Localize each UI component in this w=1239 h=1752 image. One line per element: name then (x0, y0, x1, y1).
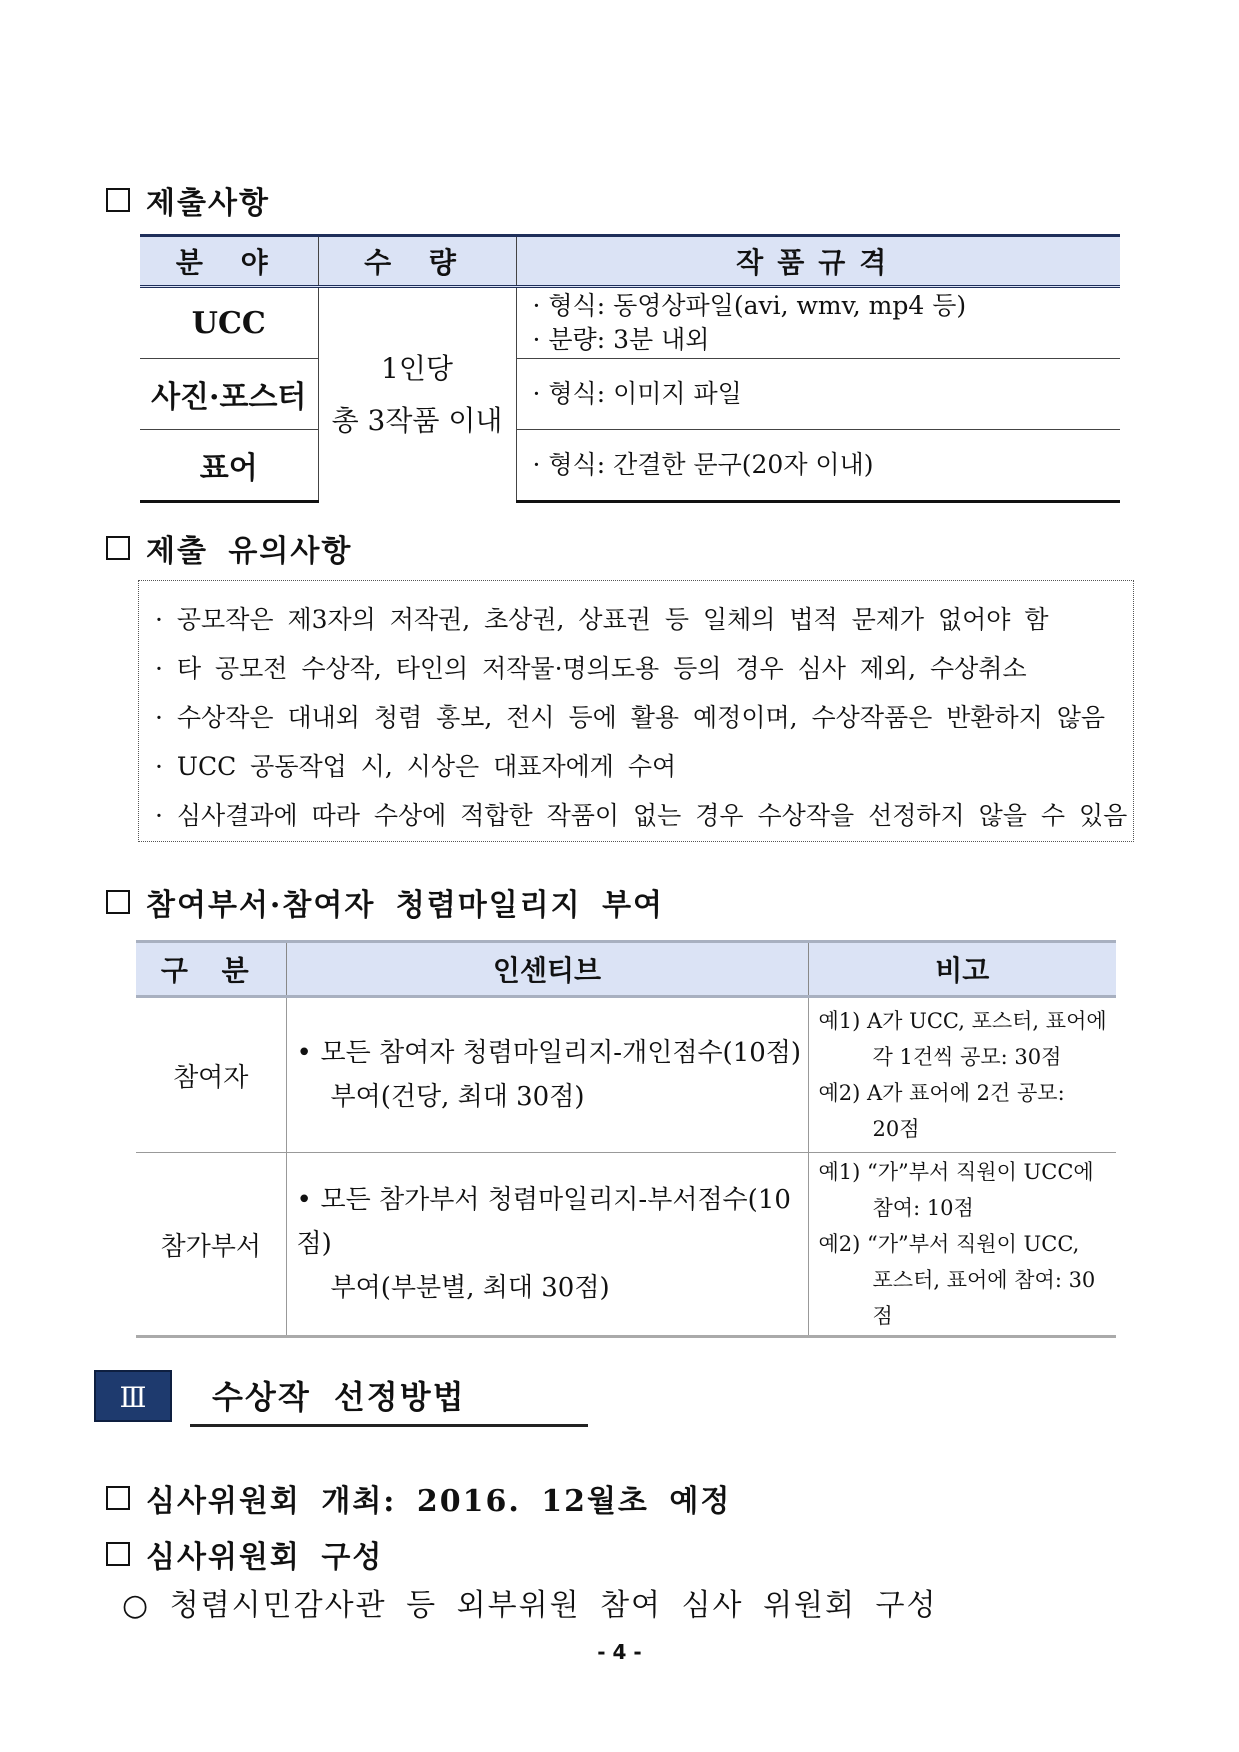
remark-line: 예2) “가”부서 직원이 UCC, (818, 1232, 1080, 1256)
section-heading-text: 제출사항 (146, 186, 270, 221)
table-header: 분 야 (140, 236, 318, 287)
incentive-line: 모든 참가부서 청렴마일리지-부서점수(10점) (296, 1185, 791, 1259)
quantity-cell (318, 287, 516, 502)
section-title: 수상작 선정방법 (212, 1378, 466, 1416)
table-header: 작품규격 (516, 236, 1120, 287)
section-heading-text: 심사위원회 개최: 2016. 12월초 예정 (146, 1484, 732, 1519)
note-line: · UCC 공동작업 시, 시상은 대표자에게 수여 (155, 752, 677, 781)
bullet-icon: • (296, 1185, 312, 1215)
incentive-line: 부여(부분별, 최대 30점) (330, 1273, 610, 1303)
section-heading-notes (106, 526, 352, 570)
spec-cell (516, 430, 1120, 502)
remark-line: 20점 (872, 1117, 920, 1141)
incentive-cell (286, 997, 808, 1153)
section-heading-committee-date (106, 1476, 731, 1520)
remark-line: 참여: 10점 (872, 1196, 974, 1220)
table-header: 수 량 (318, 236, 516, 287)
checkbox-icon (106, 1542, 130, 1566)
group-cell: 참여자 (136, 997, 286, 1153)
spec-line: · 형식: 이미지 파일 (532, 379, 742, 408)
section-heading-text: 참여부서·참여자 청렴마일리지 부여 (146, 888, 665, 923)
section-heading-mileage (106, 880, 664, 924)
note-line: · 심사결과에 따라 수상에 적합한 작품이 없는 경우 수상작을 선정하지 않을 수 있음 (155, 801, 1128, 830)
table-row (140, 287, 1120, 359)
table-header: 비고 (808, 942, 1116, 997)
section-heading-committee-composition (106, 1532, 383, 1576)
remark-line: 예1) “가”부서 직원이 UCC에 (818, 1160, 1094, 1184)
checkbox-icon (106, 890, 130, 914)
section-heading-submission (106, 178, 270, 222)
table-header: 구 분 (136, 942, 286, 997)
remark-line: 예2) A가 표어에 2건 공모: (818, 1081, 1065, 1105)
table-header: 인센티브 (286, 942, 808, 997)
quantity-line: 1인당 (381, 351, 453, 385)
note-line: · 공모작은 제3자의 저작권, 초상권, 상표권 등 일체의 법적 문제가 없어야 함 (155, 605, 1049, 634)
section-heading-text: 심사위원회 구성 (146, 1540, 384, 1575)
notes-box (138, 580, 1134, 842)
checkbox-icon (106, 188, 130, 212)
table-row (140, 359, 1120, 430)
remark-line: 각 1건씩 공모: 30점 (872, 1045, 1062, 1069)
table-row (136, 1153, 1116, 1337)
checkbox-icon (106, 1486, 130, 1510)
section-number-badge: Ⅲ (94, 1370, 172, 1422)
section-underline (190, 1424, 588, 1427)
remark-cell (808, 997, 1116, 1153)
group-cell: 참가부서 (136, 1153, 286, 1337)
mileage-table (136, 940, 1116, 1338)
incentive-line: 부여(건당, 최대 30점) (330, 1082, 585, 1112)
bullet-icon: • (296, 1038, 312, 1068)
remark-line: 예1) A가 UCC, 포스터, 표어에 (818, 1009, 1107, 1033)
spec-cell (516, 287, 1120, 359)
submission-table (140, 234, 1120, 503)
spec-line: · 분량: 3분 내외 (532, 325, 710, 354)
committee-detail: ○ 청렴시민감사관 등 외부위원 참여 심사 위원회 구성 (122, 1588, 938, 1623)
note-line: · 타 공모전 수상작, 타인의 저작물·명의도용 등의 경우 심사 제외, 수상취소 (155, 654, 1027, 683)
table-row (140, 430, 1120, 502)
spec-line: · 형식: 동영상파일(avi, wmv, mp4 등) (532, 291, 967, 320)
spec-cell (516, 359, 1120, 430)
category-cell: UCC (140, 287, 318, 359)
section-heading-text: 제출 유의사항 (146, 534, 353, 569)
category-cell: 표어 (140, 430, 318, 502)
checkbox-icon (106, 536, 130, 560)
note-line: · 수상작은 대내외 청렴 홍보, 전시 등에 활용 예정이며, 수상작품은 반환하지 않음 (155, 703, 1106, 732)
spec-line: · 형식: 간결한 문구(20자 이내) (532, 450, 874, 479)
category-cell: 사진·포스터 (140, 359, 318, 430)
remark-cell (808, 1153, 1116, 1337)
remark-line: 포스터, 표어에 참여: 30점 (872, 1268, 1096, 1328)
table-row (136, 997, 1116, 1153)
quantity-line: 총 3작품 이내 (331, 403, 503, 437)
page-number: - 4 - (597, 1640, 642, 1664)
incentive-line: 모든 참여자 청렴마일리지-개인점수(10점) (320, 1038, 802, 1068)
incentive-cell (286, 1153, 808, 1337)
